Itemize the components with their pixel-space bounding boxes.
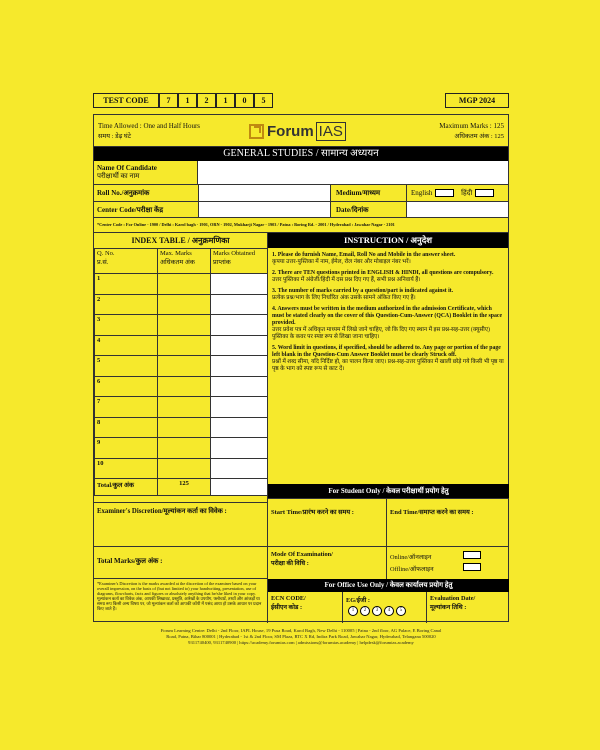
center-label: Center Code/परीक्षा केंद्र [97, 206, 164, 214]
time-allowed: Time Allowed : One and Half Hours [98, 122, 201, 130]
answer-sheet-cover [93, 114, 509, 622]
office-only-title: For Office Use Only / केवल कार्यालय प्रयोग हेतु [268, 579, 509, 592]
max-cell [158, 294, 211, 315]
offline-checkbox[interactable] [463, 563, 481, 571]
mode-label: Mode Of Examination/ [271, 551, 333, 558]
total-marks-row [94, 546, 268, 578]
eg-option[interactable]: 4 [384, 606, 394, 616]
test-code-digit: 1 [178, 93, 197, 108]
instruction-item: 5. Word limit in questions, if specified, should be adhered to. Any page or portion of the page left blank in the Question-Cum Answer Booklet must be clearly Struck off. प्रश्नों में शब्द सीमा, यदि निर्दिष्ट हो, का पालन किया जाए। प्रश्न-सह-उत्तर पुस्तिका में खाली छोड़े गये किसी भी पृष्ठ या पृष्ठ के भाग को स्पष्ट रूप से काट दें। [272, 345, 504, 372]
qno: 7 [95, 397, 158, 418]
medium-label: Medium/माध्यम [336, 189, 381, 197]
col-max: Max. Marks [160, 250, 192, 257]
center-field[interactable] [198, 202, 331, 217]
index-table [94, 248, 268, 496]
footer-line: Road, Patna, Bihar 800001 | Hyderabad - 1st & 2nd Floor, SM Plaza, RTC X Rd, Indira Park Road, Jawahar Nagar, Hyderabad, Telangana 500020 [166, 634, 436, 639]
qno: 8 [95, 417, 158, 438]
obtained-cell[interactable] [211, 274, 268, 295]
english-checkbox[interactable] [435, 189, 454, 197]
col-qno-hi: प्र.सं. [97, 259, 109, 266]
max-cell [158, 438, 211, 459]
max-cell [158, 335, 211, 356]
max-cell [158, 315, 211, 336]
table-row [95, 294, 268, 315]
name-label: Name Of Candidate [97, 164, 157, 172]
sheet-header [94, 115, 508, 147]
col-obt-hi: प्राप्तांक [213, 259, 231, 266]
spacer [273, 93, 445, 108]
end-time-label: End Time/समाप्त करने का समय : [390, 509, 474, 516]
test-code-digit: 2 [197, 93, 216, 108]
name-row [94, 161, 508, 185]
footer-line: Forum Learning Centre: Delhi - 2nd Floor, IAPL House, 19 Pusa Road, Karol Bagh, New Delhi - 110005 | Patna - 2nd floor, AG Palace, E Boring Canal [160, 628, 442, 633]
obtained-cell[interactable] [211, 315, 268, 336]
max-marks-hi: अधिकतम अंक : 125 [454, 133, 504, 140]
examiner-discretion [94, 502, 268, 546]
obtained-cell[interactable] [211, 397, 268, 418]
table-row [95, 438, 268, 459]
offline-label: Offline/ऑफलाइन [390, 566, 434, 573]
name-label-hi: परीक्षार्थी का नाम [97, 172, 140, 180]
center-codes-note: *Center Code : For Online - 1900 / Delhi : Karol bagh - 1901, ORN - 1902, Mukharji Nagar - 1903 / Patna : Boring Rd. - 2001 / Hyderabad : Jawahar Nagar - 2101 [97, 222, 395, 227]
eval-date-label: Evaluation Date/ [430, 595, 476, 602]
subject-title: GENERAL STUDIES / सामान्य अध्ययन [94, 147, 508, 161]
max-cell [158, 356, 211, 377]
index-table-panel [94, 232, 268, 502]
index-header-row [95, 249, 268, 274]
instructions-title: INSTRUCTION / अनुदेश [268, 233, 508, 248]
examiner-note-en: *Examiner's Discretion is the marks awarded at the discretion of the examiner based on your overall impression, on the basis of (but not limited to) your handwriting, presentation, use of diagrams, flowcharts, facts and figures or absolutely anything that he/she liked in your copy. [97, 581, 257, 596]
qno: 10 [95, 458, 158, 479]
eg-option[interactable]: 3 [372, 606, 382, 616]
test-code-label: TEST CODE [93, 93, 159, 108]
max-cell [158, 417, 211, 438]
total-row [95, 479, 268, 496]
medium-english: English [411, 189, 433, 197]
obtained-cell[interactable] [211, 417, 268, 438]
instruction-item: 2. There are TEN questions printed in ENGLISH & HINDI, all questions are compulsory. उत्तर पुस्तिका में अंग्रेजी/हिंदी में दस प्रश्न दिए गए हैं, सभी प्रश्न अनिवार्य हैं। [272, 270, 494, 283]
total-obtained-cell[interactable] [211, 479, 268, 496]
medium-hindi: हिंदी [461, 189, 473, 197]
max-cell [158, 376, 211, 397]
instruction-item: 3. The number of marks carried by a question/part is indicated against it. प्रत्येक प्रश्न/भाग के लिए निर्धारित अंक उसके सामने अंकित किए गए हैं। [272, 288, 454, 301]
series-code: MGP 2024 [445, 93, 509, 108]
qno: 9 [95, 438, 158, 459]
col-max-hi: अधिकतम अंक [160, 259, 195, 266]
online-option[interactable] [390, 552, 431, 561]
eg-options [348, 606, 408, 616]
table-row [95, 397, 268, 418]
roll-label: Roll No./अनुक्रमांक [97, 189, 150, 197]
max-marks: Maximum Marks : 125 [439, 122, 504, 130]
footer-address [93, 628, 509, 668]
total-value: 125 [158, 479, 211, 496]
test-code-digit: 5 [254, 93, 273, 108]
online-checkbox[interactable] [463, 551, 481, 559]
obtained-cell[interactable] [211, 376, 268, 397]
forum-ias-logo [249, 122, 346, 141]
test-code-bar [93, 93, 509, 108]
qno: 2 [95, 294, 158, 315]
start-time-label: Start Time/प्रारंभ करने का समय : [271, 509, 354, 516]
obtained-cell[interactable] [211, 458, 268, 479]
office-row [268, 592, 509, 623]
obtained-cell[interactable] [211, 438, 268, 459]
eg-label: EG/ईजी : [346, 597, 370, 604]
instruction-item: 4. Answers must be written in the medium authorized in the admission Certificate, which must be stated clearly on the cover of this Question-Cum-Answer (QCA) Booklet in the space provided. उत्तर प्रवेश पत्र में अधिकृत माध्यम में लिखे जाने चाहिए, जो कि दिए गए स्थान में इस प्रश्न-सह-उत्तर (क्यूसीए) पुस्तिका के कवर पर स्पष्ट रूप से लिखा जाना चाहिए। [272, 306, 503, 340]
time-row [268, 498, 509, 546]
date-label: Date/दिनांक [336, 206, 369, 214]
center-row [94, 202, 508, 218]
max-cell [158, 274, 211, 295]
obtained-cell[interactable] [211, 335, 268, 356]
time-allowed-hi: समय : डेढ़ घंटे [98, 133, 131, 140]
name-field[interactable] [198, 161, 508, 184]
total-label: Total/कुल अंक [95, 479, 158, 496]
logo-text: Forum [267, 123, 314, 140]
qno: 3 [95, 315, 158, 336]
test-code-digit: 7 [159, 93, 178, 108]
instructions-panel [268, 232, 508, 484]
eg-option[interactable]: 1 [348, 606, 358, 616]
examiner-note [94, 578, 268, 623]
online-label: Online/ऑनलाइन [390, 554, 432, 561]
qno: 1 [95, 274, 158, 295]
eg-option[interactable]: 5 [396, 606, 406, 616]
test-code-digit: 1 [216, 93, 235, 108]
ecn-code-label-hi: ईसीएन कोड : [271, 604, 303, 611]
mode-label-hi: परीक्षा की विधि : [271, 560, 309, 567]
ecn-code-label: ECN CODE/ [271, 595, 306, 602]
logo-text-ias: IAS [316, 122, 346, 141]
roll-field[interactable] [198, 185, 331, 201]
footer-contact: 9311740400, 9311740900 | https://academy.forumias.com | admissions@forumias.academy | helpdesk@forumias.academy [188, 640, 414, 645]
qno: 5 [95, 356, 158, 377]
obtained-cell[interactable] [211, 356, 268, 377]
table-row [95, 335, 268, 356]
index-table-title: INDEX TABLE / अनुक्रमणिका [131, 236, 230, 245]
roll-row [94, 185, 508, 202]
eval-date-label-hi: मूल्यांकन तिथि : [430, 604, 467, 611]
student-only-title: For Student Only / केवल परीक्षार्थी प्रयोग हेतु [268, 484, 509, 498]
date-field[interactable] [406, 202, 508, 217]
table-row [95, 417, 268, 438]
total-marks-label: Total Marks/कुल अंक : [97, 557, 163, 565]
table-row [95, 274, 268, 295]
eg-option[interactable]: 2 [360, 606, 370, 616]
table-row [95, 356, 268, 377]
examiner-note-hi: मूल्यांकन कर्ता का विवेक अंक, आपकी लिखावट, प्रस्तुति, आरेखों के उपयोग, फ्लोचार्ट, तथ्यों और आंकड़ों या समग्र रूप किसी अन्य विषय पर, जो मूल्यांकन कर्ता को आपकी कॉपी में पसंद आया हो उसके आधार पर प्रदान किए जाते हैं। [97, 596, 262, 611]
qno: 4 [95, 335, 158, 356]
max-cell [158, 397, 211, 418]
qno: 6 [95, 376, 158, 397]
table-row [95, 315, 268, 336]
instruction-item: 1. Please do furnish Name, Email, Roll No and Mobile in the answer sheet. कृपया उत्तर-पुस्तिका में नाम, ईमेल, रोल नंबर और मोबाइल नंबर भरें। [272, 252, 456, 265]
table-row [95, 376, 268, 397]
col-obt: Marks Obtained [213, 250, 256, 257]
offline-option[interactable] [390, 564, 434, 573]
max-cell [158, 458, 211, 479]
test-code-digit: 0 [235, 93, 254, 108]
col-qno: Q. No. [97, 250, 115, 257]
obtained-cell[interactable] [211, 294, 268, 315]
examiner-discretion-label: Examiner's Discretion/मूल्यांकन कर्ता का विवेक : [97, 508, 227, 515]
hindi-checkbox[interactable] [475, 189, 494, 197]
table-row [95, 458, 268, 479]
arrow-logo-icon [249, 124, 264, 139]
instructions-list [268, 248, 508, 381]
mode-row [268, 546, 509, 578]
